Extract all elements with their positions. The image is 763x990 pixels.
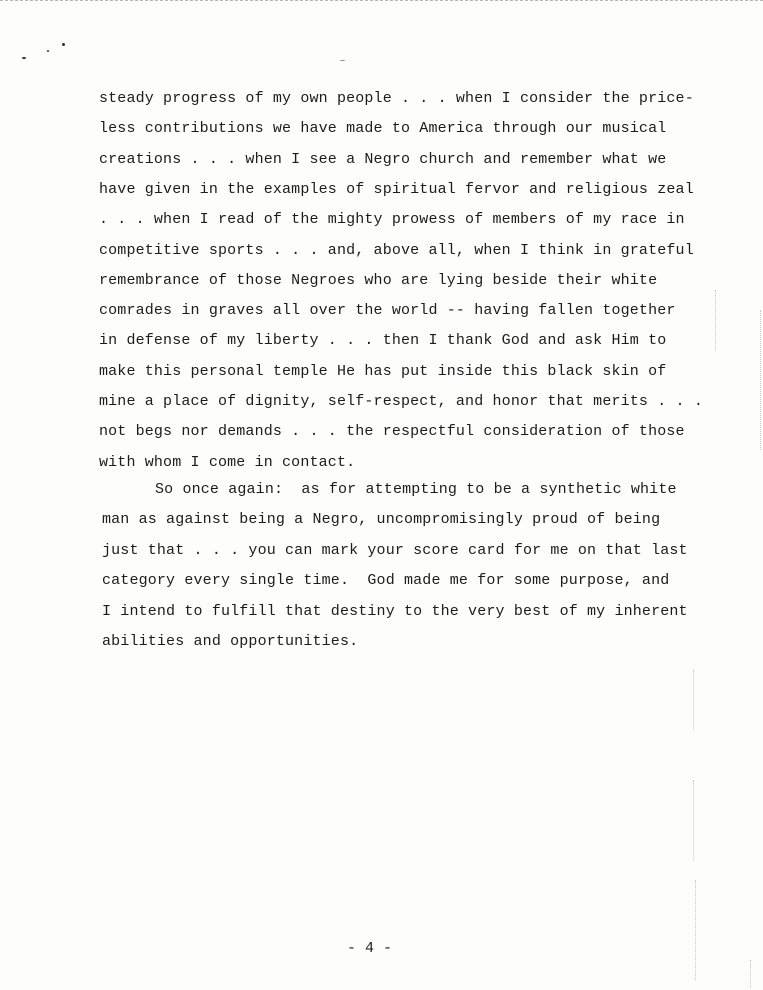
- text-line: make this personal temple He has put inside this black skin of: [99, 362, 667, 380]
- text-line: steady progress of my own people . . . when I consider the price-: [99, 90, 694, 107]
- margin-scan-marks: [715, 290, 719, 350]
- page-top-edge: [0, 0, 763, 4]
- scan-speck: [340, 60, 345, 61]
- text-line: just that . . . you can mark your score card for me on that last: [102, 541, 688, 559]
- text-line: abilities and opportunities.: [102, 633, 359, 650]
- text-line: mine a place of dignity, self-respect, and honor that merits . . .: [99, 393, 703, 410]
- margin-scan-marks: [693, 670, 697, 730]
- scan-speck: [22, 57, 26, 59]
- margin-scan-marks: [693, 780, 697, 860]
- text-line: have given in the examples of spiritual fervor and religious zeal: [99, 180, 694, 198]
- text-line: with whom I come in contact.: [99, 453, 356, 471]
- text-line: category every single time. God made me for some purpose, and: [102, 572, 670, 590]
- text-line: comrades in graves all over the world -- having fallen together: [99, 302, 676, 320]
- text-line: competitive sports . . . and, above all, when I think in grateful: [99, 241, 694, 259]
- margin-scan-marks: [695, 880, 699, 980]
- text-line: remembrance of those Negroes who are lying beside their white: [99, 271, 658, 289]
- page-number: - 4 -: [347, 940, 393, 957]
- text-line: not begs nor demands . . . the respectful consideration of those: [99, 423, 685, 441]
- margin-scan-marks: [750, 960, 754, 988]
- text-line: creations . . . when I see a Negro church and remember what we: [99, 150, 667, 168]
- text-line: in defense of my liberty . . . then I thank God and ask Him to: [99, 332, 667, 350]
- scan-speck: [62, 43, 65, 46]
- text-line: less contributions we have made to America through our musical: [99, 120, 667, 138]
- text-line: I intend to fulfill that destiny to the very best of my inherent: [102, 602, 688, 620]
- scan-speck: [47, 50, 49, 52]
- text-line: man as against being a Negro, uncompromisingly proud of being: [102, 511, 661, 529]
- text-line: So once again: as for attempting to be a synthetic white: [155, 481, 677, 498]
- text-line: . . . when I read of the mighty prowess of members of my race in: [99, 211, 685, 229]
